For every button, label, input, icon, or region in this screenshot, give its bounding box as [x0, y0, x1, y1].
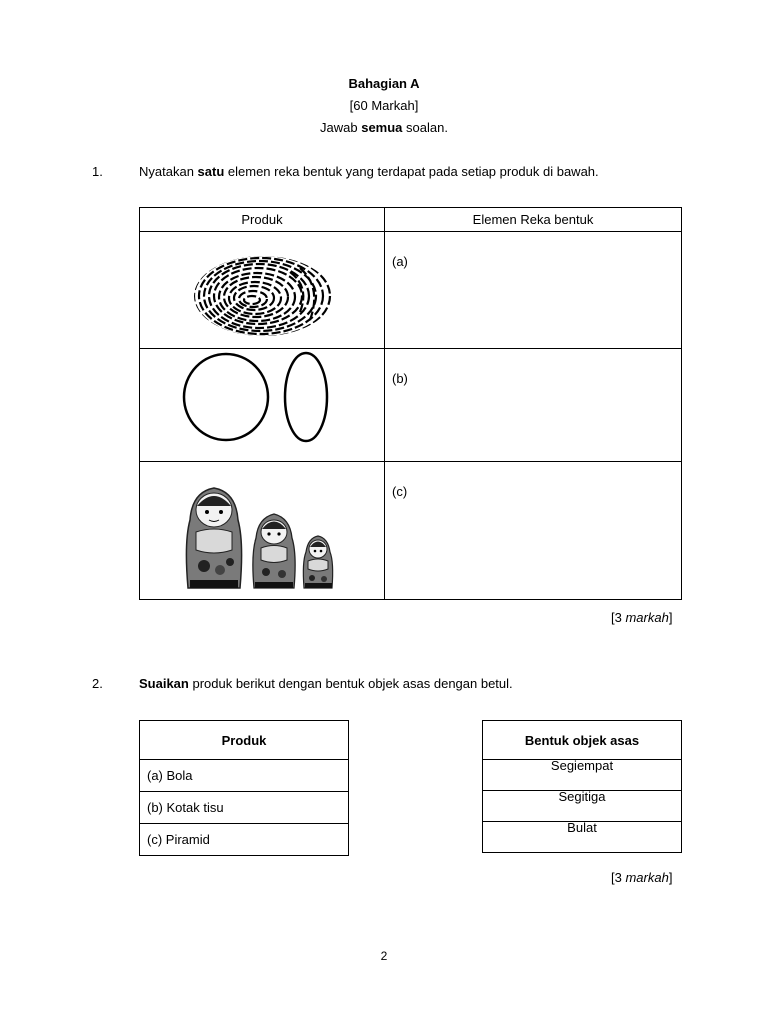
q2-marks: [3 markah] — [611, 870, 673, 885]
q2-product-item[interactable]: (a) Bola — [140, 760, 349, 792]
doll-small — [303, 536, 332, 588]
q2-shape-item[interactable]: Segiempat — [483, 760, 682, 791]
doll-large — [186, 488, 241, 588]
q2-shape-table — [482, 720, 682, 853]
q1-product-b — [140, 349, 385, 462]
q1-table — [139, 207, 682, 600]
q1-answer-b[interactable]: (b) — [385, 349, 682, 462]
q2-product-table — [139, 720, 349, 856]
q1-answer-c[interactable]: (c) — [385, 462, 682, 600]
q2-product-header: Produk — [140, 721, 349, 760]
q2-shape-item[interactable]: Segitiga — [483, 791, 682, 822]
q2-product-item[interactable]: (b) Kotak tisu — [140, 792, 349, 824]
doll-medium — [253, 514, 295, 588]
q2-number: 2. — [92, 676, 103, 691]
q1-product-c — [140, 462, 385, 600]
q1-text: Nyatakan satu elemen reka bentuk yang terdapat pada setiap produk di bawah. — [139, 164, 599, 179]
section-marks: [60 Markah] — [349, 98, 419, 113]
q2-shape-header: Bentuk objek asas — [483, 721, 682, 760]
q1-product-a — [140, 232, 385, 349]
nesting-dolls-image — [140, 462, 384, 596]
q1-number: 1. — [92, 164, 103, 179]
q2-text: Suaikan produk berikut dengan bentuk objek asas dengan betul. — [139, 676, 513, 691]
q1-answer-a[interactable]: (a) — [385, 232, 682, 349]
q2-shape-item[interactable]: Bulat — [483, 822, 682, 853]
page-number: 2 — [380, 949, 388, 963]
q1-marks: [3 markah] — [611, 610, 673, 625]
q1-header-element: Elemen Reka bentuk — [385, 208, 682, 232]
q2-product-item[interactable]: (c) Piramid — [140, 824, 349, 856]
fingerprint-image — [140, 232, 384, 345]
section-title: Bahagian A — [348, 76, 420, 91]
section-instruction: Jawab semua soalan. — [320, 120, 448, 135]
q1-header-product: Produk — [140, 208, 385, 232]
circle-ellipse-image — [140, 349, 384, 458]
